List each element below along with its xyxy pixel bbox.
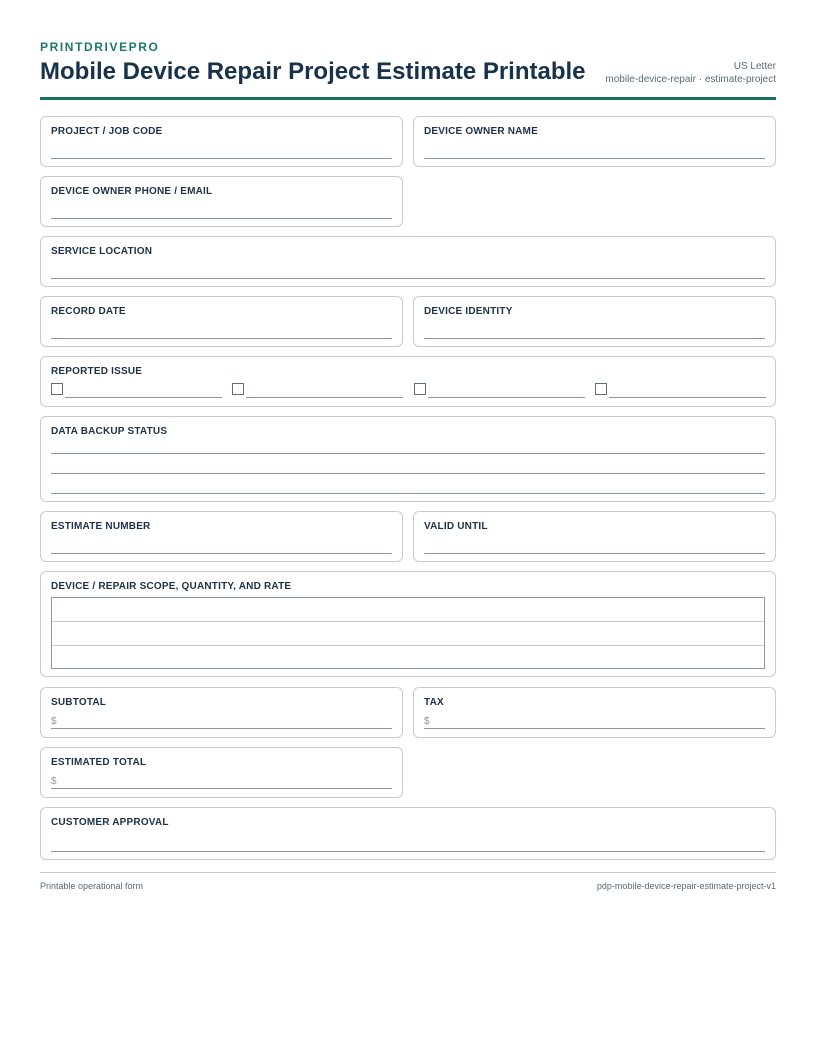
estimated-total-input[interactable] — [51, 788, 392, 789]
checkbox-icon[interactable] — [595, 383, 607, 395]
checkbox-icon[interactable] — [232, 383, 244, 395]
field-label: CUSTOMER APPROVAL — [51, 817, 169, 828]
tax-input[interactable] — [424, 728, 765, 729]
field-owner-contact — [40, 176, 403, 227]
field-label: PROJECT / JOB CODE — [51, 126, 163, 137]
currency-symbol: $ — [51, 716, 57, 727]
data-backup-line-3[interactable] — [51, 493, 765, 494]
footer-divider — [40, 872, 776, 873]
header-divider — [40, 97, 776, 100]
field-estimated-total — [40, 747, 403, 798]
valid-until-input[interactable] — [424, 553, 765, 554]
field-label: DEVICE OWNER PHONE / EMAIL — [51, 186, 213, 197]
page-title: Mobile Device Repair Project Estimate Printable — [40, 58, 586, 85]
field-label: REPORTED ISSUE — [51, 366, 143, 377]
field-label: ESTIMATE NUMBER — [51, 521, 151, 532]
issue-option[interactable] — [232, 383, 403, 399]
field-reported-issue — [40, 356, 776, 407]
field-owner-name — [413, 116, 776, 167]
field-label: ESTIMATED TOTAL — [51, 757, 147, 768]
estimate-number-input[interactable] — [51, 553, 392, 554]
field-label: RECORD DATE — [51, 306, 126, 317]
form-tags: mobile-device-repair · estimate-project — [605, 74, 776, 85]
owner-contact-input[interactable] — [51, 218, 392, 219]
currency-symbol: $ — [51, 776, 57, 787]
field-label: DEVICE IDENTITY — [424, 306, 513, 317]
field-subtotal — [40, 687, 403, 738]
field-customer-approval — [40, 807, 776, 860]
paper-size: US Letter — [733, 61, 776, 72]
project-code-input[interactable] — [51, 158, 392, 159]
field-label: DATA BACKUP STATUS — [51, 426, 168, 437]
issue-option-line[interactable] — [246, 397, 403, 398]
service-location-input[interactable] — [51, 278, 765, 279]
form-id: pdp-mobile-device-repair-estimate-project-v1 — [596, 881, 776, 891]
field-repair-scope — [40, 571, 776, 677]
field-project-code — [40, 116, 403, 167]
data-backup-line-1[interactable] — [51, 453, 765, 454]
table-row-divider — [52, 645, 764, 646]
field-data-backup — [40, 416, 776, 502]
issue-option[interactable] — [51, 383, 222, 399]
subtotal-input[interactable] — [51, 728, 392, 729]
issue-option[interactable] — [595, 383, 766, 399]
checkbox-icon[interactable] — [51, 383, 63, 395]
field-device-identity — [413, 296, 776, 347]
issue-option[interactable] — [414, 383, 585, 399]
field-label: DEVICE / REPAIR SCOPE, QUANTITY, AND RATE — [51, 581, 292, 592]
table-row-divider — [52, 621, 764, 622]
scope-table[interactable] — [51, 597, 765, 669]
device-identity-input[interactable] — [424, 338, 765, 339]
owner-name-input[interactable] — [424, 158, 765, 159]
currency-symbol: $ — [424, 716, 430, 727]
issue-option-line[interactable] — [65, 397, 222, 398]
data-backup-line-2[interactable] — [51, 473, 765, 474]
field-label: SUBTOTAL — [51, 697, 107, 708]
page-meta — [605, 60, 776, 86]
customer-approval-input[interactable] — [51, 851, 765, 852]
field-service-location — [40, 236, 776, 287]
field-label: TAX — [424, 697, 444, 708]
field-label: VALID UNTIL — [424, 521, 488, 532]
footer-note: Printable operational form — [40, 881, 144, 891]
field-label: DEVICE OWNER NAME — [424, 126, 538, 137]
field-tax — [413, 687, 776, 738]
issue-option-line[interactable] — [428, 397, 585, 398]
brand-name: PRINTDRIVEPRO — [40, 40, 160, 54]
field-valid-until — [413, 511, 776, 562]
field-record-date — [40, 296, 403, 347]
record-date-input[interactable] — [51, 338, 392, 339]
field-estimate-number — [40, 511, 403, 562]
issue-option-line[interactable] — [609, 397, 766, 398]
checkbox-icon[interactable] — [414, 383, 426, 395]
field-label: SERVICE LOCATION — [51, 246, 153, 257]
